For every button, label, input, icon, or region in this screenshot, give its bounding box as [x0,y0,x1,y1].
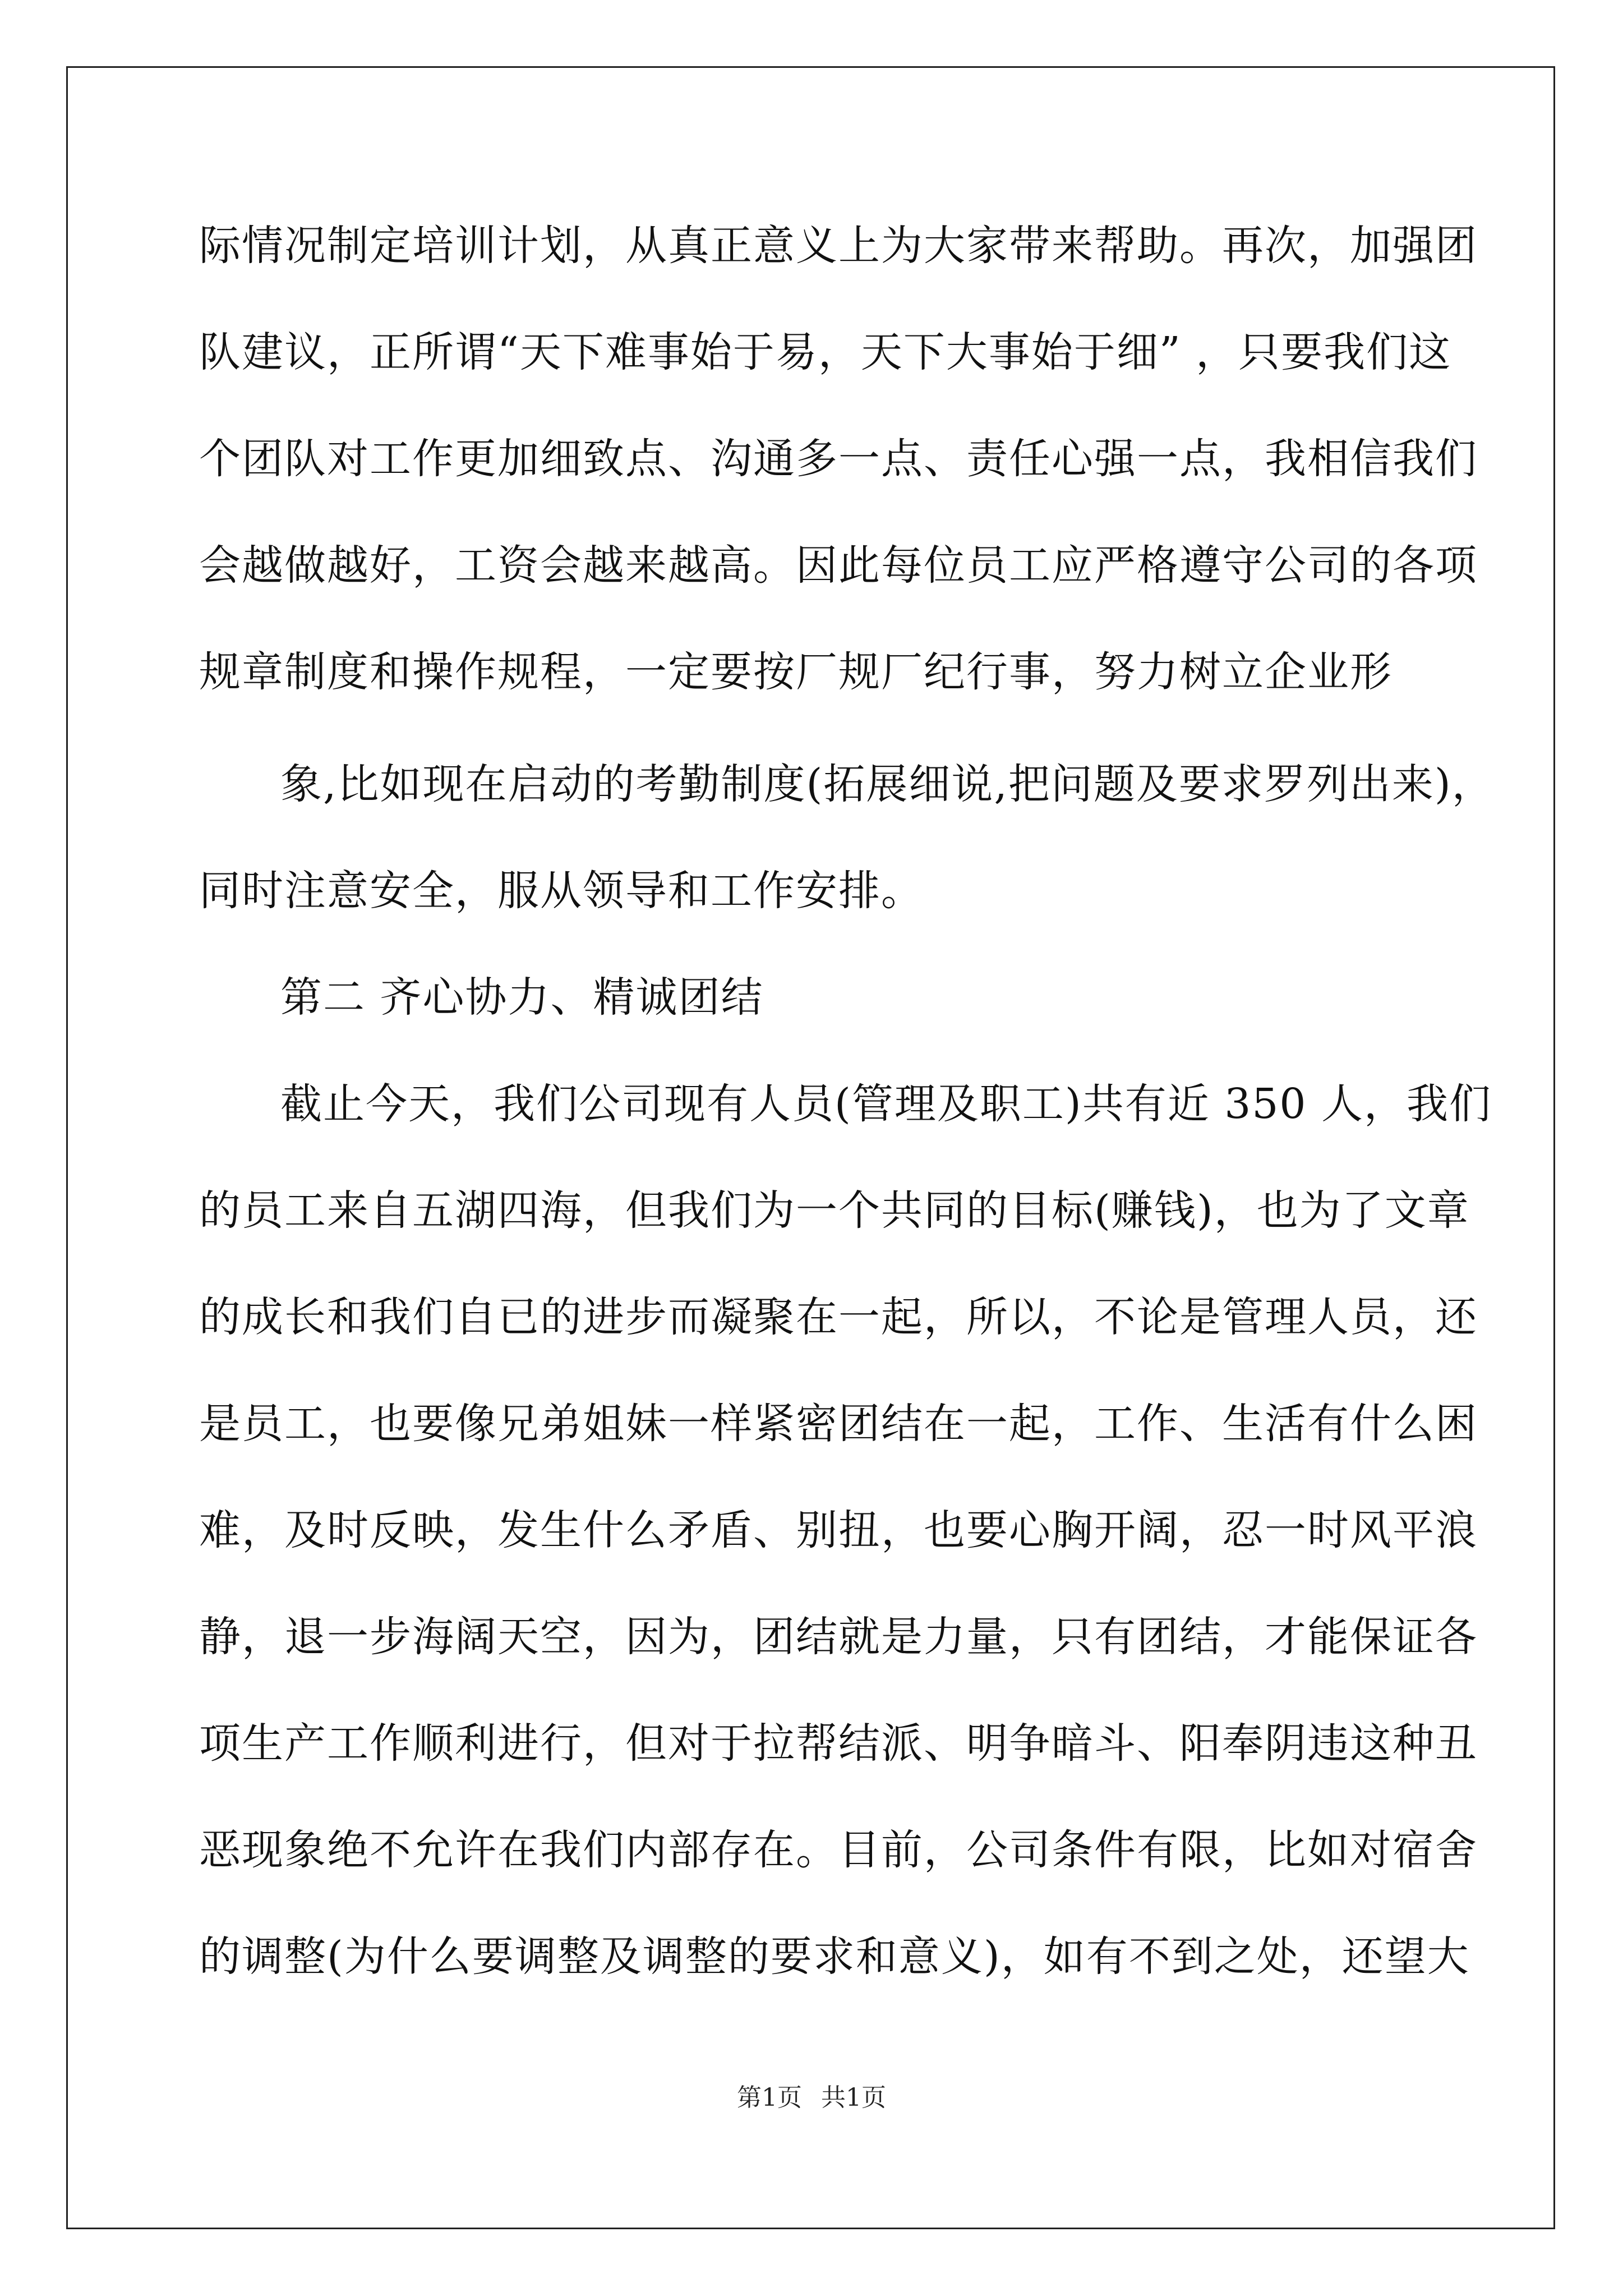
text-line-12: 是员工，也要像兄弟姐妹一样紧密团结在一起，工作、生活有什么困 [199,1400,1478,1448]
text-line-3: 个团队对工作更加细致点、沟通多一点、责任心强一点，我相信我们 [199,435,1478,483]
text-line-14: 静，退一步海阔天空，因为，团结就是力量，只有团结，才能保证各 [199,1613,1478,1661]
text-line-4: 会越做越好，工资会越来越高。因此每位员工应严格遵守公司的各项 [199,541,1478,590]
page-frame [66,66,1555,2229]
text-line-17: 的调整(为什么要调整及调整的要求和意义)，如有不到之处，还望大 [199,1932,1470,1981]
text-line-10: 的员工来自五湖四海，但我们为一个共同的目标(赚钱)，也为了文章 [199,1186,1470,1235]
text-line-5: 规章制度和操作规程，一定要按厂规厂纪行事，努力树立企业形 [199,648,1393,696]
text-line-7: 同时注意安全，服从领导和工作安排。 [199,867,924,915]
text-line-1: 际情况制定培训计划，从真正意义上为大家带来帮助。再次，加强团 [199,222,1478,270]
section-heading: 第二 齐心协力、精诚团结 [280,973,764,1022]
text-line-11: 的成长和我们自已的进步而凝聚在一起，所以，不论是管理人员，还 [199,1293,1478,1341]
text-line-15: 项生产工作顺利进行，但对于拉帮结派、明争暗斗、阳奉阴违这种丑 [199,1719,1478,1768]
page-footer [0,2081,1623,2115]
text-line-6: 象,比如现在启动的考勤制度(拓展细说,把问题及要求罗列出来)， [280,760,1495,808]
text-line-13: 难，及时反映，发生什么矛盾、别扭，也要心胸开阔，忍一时风平浪 [199,1506,1478,1554]
text-line-16: 恶现象绝不允许在我们内部存在。目前，公司条件有限，比如对宿舍 [199,1826,1478,1874]
text-line-2: 队建议，正所谓“天下难事始于易，天下大事始于细” ，只要我们这 [199,328,1452,376]
text-line-9: 截止今天，我们公司现有人员(管理及职工)共有近 350 人，我们 [280,1080,1492,1128]
page-total: 共1页 [821,2083,886,2112]
page-current: 第1页 [737,2083,802,2112]
